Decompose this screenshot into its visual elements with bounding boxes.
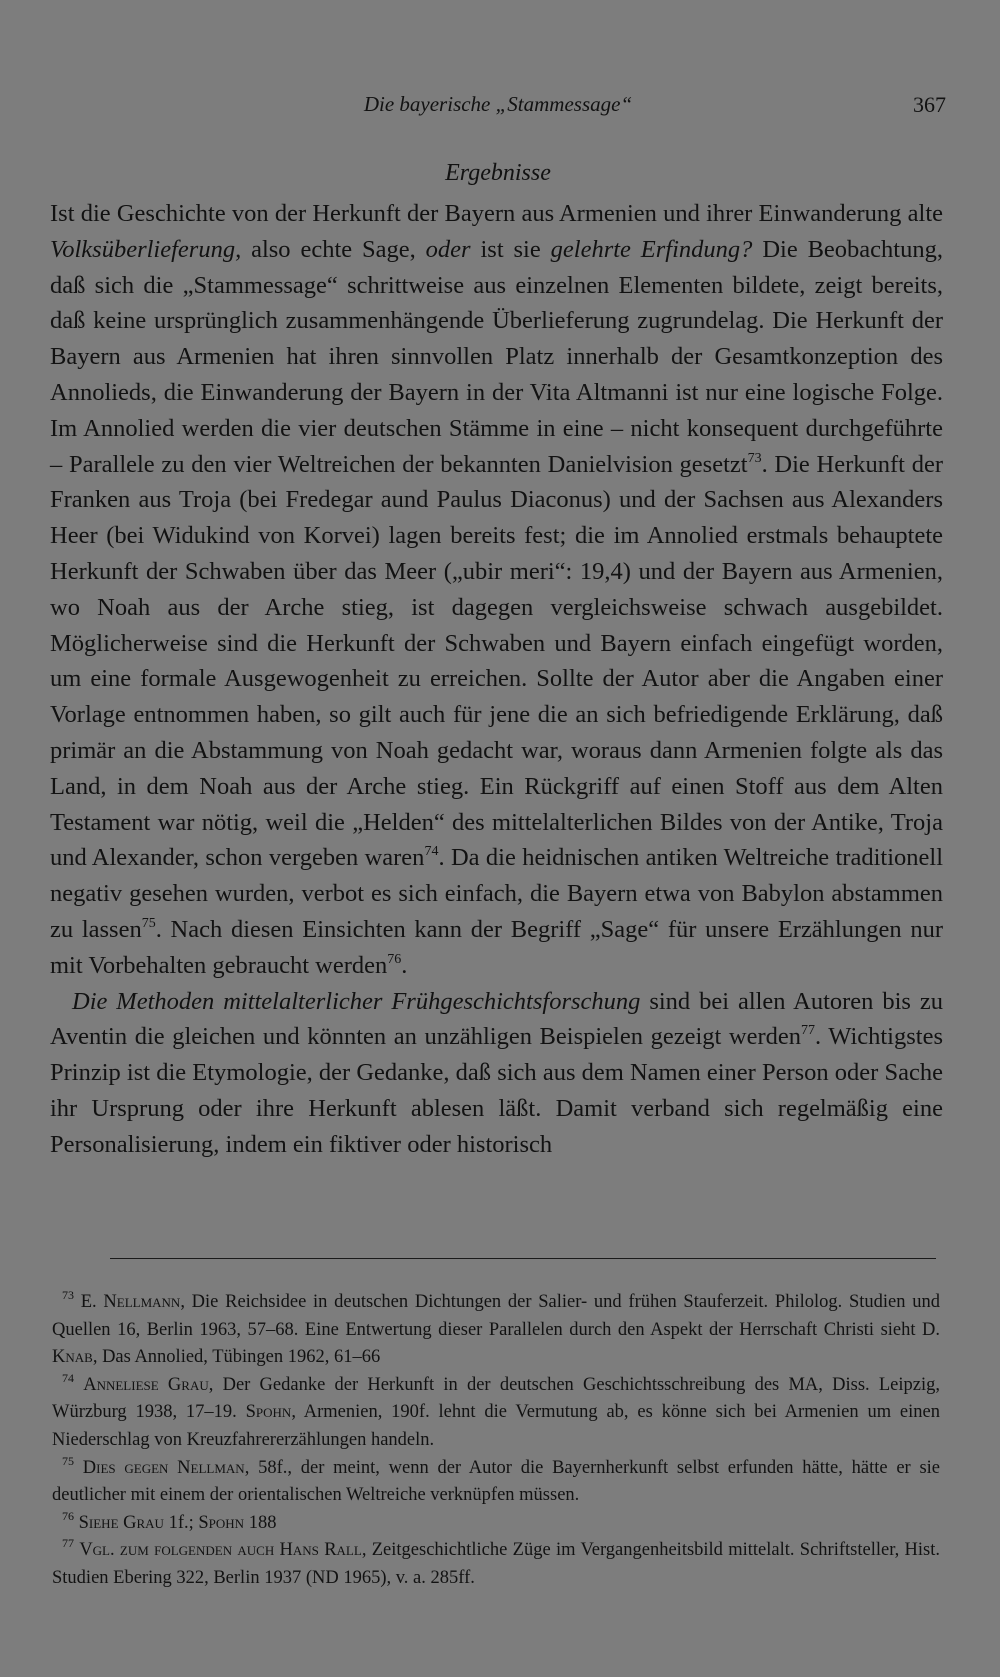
footnote-76 (52, 1510, 940, 1538)
italic-run: Volksüberlieferung, (50, 235, 242, 263)
footnote-author: Dies gegen Nellman (82, 1457, 245, 1478)
footnote-ref[interactable]: 74 (424, 844, 439, 860)
italic-run: gelehrte Erfindung? (550, 235, 753, 263)
footnote-number: 76 (62, 1508, 74, 1523)
footnote-text: , Armenien, 190f. lehnt die Vermutung ab, es könne sich bei Armenien um einen Niederschlag von Kreuzfahrererzählungen handeln. (52, 1402, 940, 1450)
footnote-number: 73 (62, 1288, 74, 1302)
footnote-ref[interactable]: 77 (801, 1023, 816, 1039)
footnote-number: 75 (62, 1453, 74, 1468)
paragraph-1 (50, 196, 943, 984)
text-run: Ist die Geschichte von der Herkunft der Bayern aus Armenien und ihrer Einwanderung alte (50, 200, 943, 227)
footnote-number: 74 (62, 1370, 74, 1385)
footnote-author: Anneliese Grau (83, 1374, 209, 1395)
footnote-author: Spohn (245, 1402, 292, 1423)
text-run: . Nach diesen Einsichten kann der Begriff „Sage“ für unsere Erzählungen nur mit Vorbehalten gebraucht werden (50, 915, 943, 979)
text-run: . (401, 951, 408, 979)
footnote-ref[interactable]: 75 (141, 915, 156, 931)
italic-run: Die Methoden mittelalterlicher Frühgeschichtsforschung (72, 987, 641, 1015)
footnote-author: Vgl. zum folgenden auch Hans Rall (79, 1540, 362, 1561)
footnote-text: 1f.; (163, 1512, 199, 1533)
text-run: . Wichtigstes Prinzip ist die Etymologie, der Gedanke, daß sich aus dem Namen einer Person oder Sache ihr Ursprung oder ihre Herkunft ablesen läßt. Damit verband sich regelmäßig eine Personalisierung, indem ein fiktiver oder historisch (50, 1023, 943, 1158)
footnote-text: , Zeitgeschichtliche Züge im Vergangenheitsbild mittelalt. Schriftsteller, Hist. Studien Ebering 322, Berlin 1937 (ND 1965), v. a. 285ff. (52, 1540, 941, 1588)
paragraph-2 (50, 984, 943, 1163)
footnote-divider (110, 1258, 936, 1259)
footnote-text: 188 (244, 1512, 277, 1533)
footnote-author: E. Nellmann (80, 1292, 181, 1312)
footnote-text: , Der Gedanke der Herkunft in der deutschen Geschichtsschreibung des MA, Diss. Leipzig, Würzburg 1938, 17–19. (52, 1374, 940, 1423)
italic-run: oder (425, 235, 471, 263)
footnotes (52, 1289, 940, 1593)
footnote-number: 77 (62, 1536, 74, 1551)
footnote-ref[interactable]: 76 (387, 951, 402, 967)
running-title: Die bayerische „Stammessage“ (363, 92, 633, 116)
page-number: 367 (913, 92, 946, 117)
footnote-75 (52, 1455, 940, 1510)
text-run: Die Beobachtung, daß sich die „Stammessage“ schrittweise aus einzelnen Elementen bildete, zeigt bereits, daß keine ursprünglich zusammenhängende Überlieferung zugrundelag. Die Herkunft der Bayern aus Armenien hat ihren sinnvollen Platz innerhalb der Gesamtkonzeption des Annolieds, die Einwanderung der Bayern in der Vita Altmanni ist nur eine logische Folge. Im Annolied werden die vier deutschen Stämme in eine – nicht konsequent durchgeführte – Parallele zu den vier Weltreichen der bekannten Danielvision gesetzt (50, 235, 943, 478)
text-run: sind bei allen Autoren bis zu Aventin die gleichen und könnten an unzähligen Beispielen gezeigt werden (50, 987, 943, 1051)
page-header (50, 92, 946, 126)
text-run: also echte Sage, (241, 235, 426, 263)
footnote-text: , 58f., der meint, wenn der Autor die Bayernherkunft selbst erfunden hätte, hätte er sie deutlicher mit einem der orientalischen Weltreiche verknüpfen müssen. (52, 1457, 941, 1506)
footnote-author: Siehe Grau (78, 1512, 164, 1533)
footnote-text: , Die Reichsidee in deutschen Dichtungen der Salier- und frühen Stauferzeit. Philolog. Studien und Quellen 16, Berlin 1963, 57–68. Eine Entwertung dieser Parallelen durch den Aspekt der Herrschaft Christi sieht D. (52, 1292, 940, 1340)
body-text (50, 196, 943, 1163)
section-title: Ergebnisse (445, 160, 551, 186)
footnote-author: Knab (52, 1347, 93, 1368)
text-run: . Da die heidnischen antiken Weltreiche traditionell negativ gesehen wurden, verbot es sich einfach, die Bayern etwa von Babylon abstammen zu lassen (50, 844, 943, 943)
text-run: ist sie (470, 235, 551, 263)
footnote-ref[interactable]: 73 (747, 450, 762, 466)
footnote-77 (52, 1537, 940, 1592)
footnote-author: Spohn (198, 1512, 245, 1533)
footnote-74 (52, 1372, 940, 1455)
text-run: . Die Herkunft der Franken aus Troja (bei Fredegar aund Paulus Diaconus) und der Sachsen aus Alexanders Heer (bei Widukind von Korvei) lagen bereits fest; die im Annolied erstmals behauptete Herkunft der Schwaben über das Meer („ubir meri“: 19,4) und der Bayern aus Armenien, wo Noah aus der Arche stieg, ist dagegen vergleichsweise schwach ausgebildet. Möglicherweise sind die Herkunft der Schwaben und Bayern einfach eingefügt worden, um eine formale Ausgewogenheit zu erreichen. Sollte der Autor aber die Angaben einer Vorlage entnommen haben, so gilt auch für jene die an sich befriedigende Erklärung, daß primär an die Abstammung von Noah gedacht war, woraus dann Armenien folgte als das Land, in dem Noah aus der Arche stieg. Ein Rückgriff auf einen Stoff aus dem Alten Testament war nötig, weil die „Helden“ des mittelalterlichen Bildes von der Antike, Troja und Alexander, schon vergeben waren (50, 450, 943, 872)
footnote-text: , Das Annolied, Tübingen 1962, 61–66 (92, 1347, 381, 1368)
footnote-73 (52, 1289, 940, 1372)
